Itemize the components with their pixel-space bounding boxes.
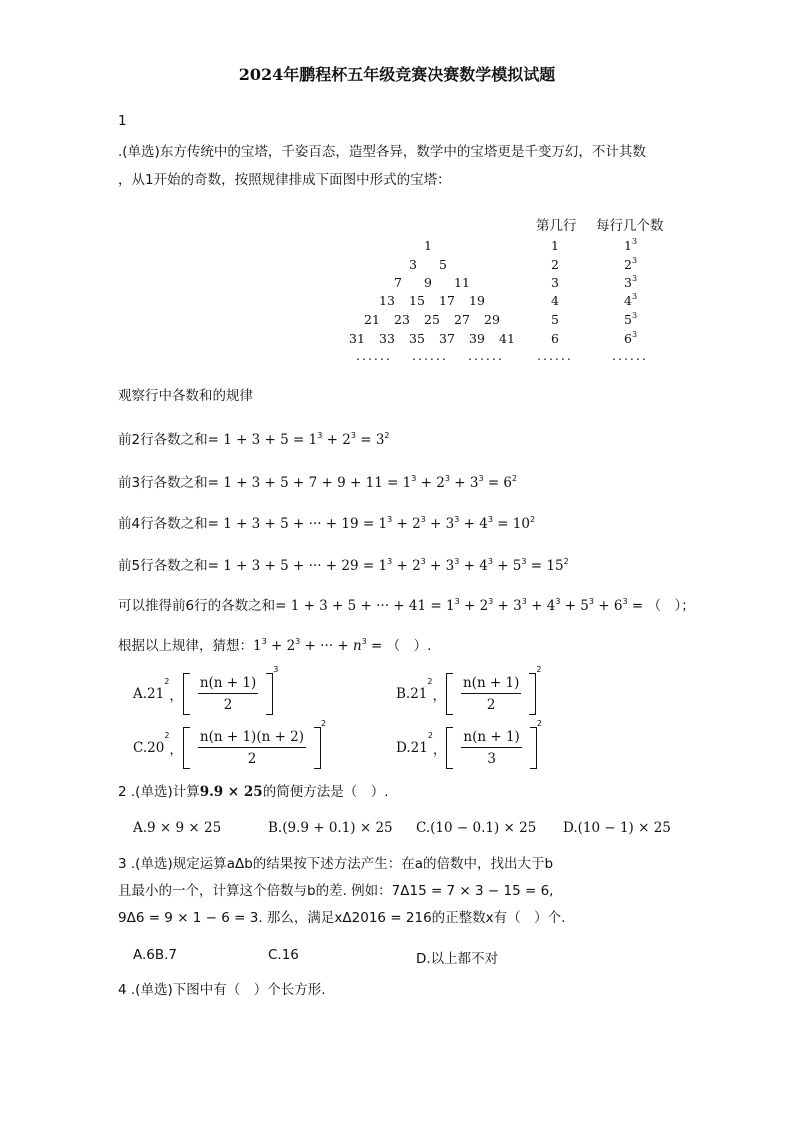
row-count-cube: $6^3$ <box>624 330 638 346</box>
pyramid-number: 35 <box>409 331 425 346</box>
pyramid-number: 5 <box>439 257 447 272</box>
pyramid-number: 17 <box>439 293 455 308</box>
pyramid-number: 29 <box>484 312 500 327</box>
q2-option-d[interactable]: D.(10 − 1) × 25 <box>563 820 671 836</box>
q3-option-c[interactable]: C.16 <box>268 947 299 963</box>
pyramid-number: 39 <box>469 331 485 346</box>
continuation-dots: ...... <box>412 348 448 363</box>
row-number: 3 <box>551 275 559 290</box>
sum-row-2: 前2行各数之和= $1 + 3 + 5 = 1^3 + 2^3 = 3^2$ <box>118 431 390 448</box>
guess-line: 根据以上规律，猜想：$1^3 + 2^3$ + ··· + $n^3$ = （ ）. <box>118 637 432 654</box>
q4-stem: 4 .(单选)下图中有（ ）个长方形. <box>118 982 326 998</box>
row-count-cube: $5^3$ <box>624 311 638 327</box>
pyramid-number: 33 <box>379 331 395 346</box>
q1-stem-line1: .(单选)东方传统中的宝塔，千姿百态，造型各异，数学中的宝塔更是千变万幻，不计其数 <box>118 144 646 160</box>
row-number: 4 <box>551 293 559 308</box>
pyramid-number: 27 <box>454 312 470 327</box>
option-b[interactable]: $B.21^2$， $\frac{n(n + 1)}{2}$ $^2$ <box>396 665 542 713</box>
q1-stem-line2: ，从1开始的奇数，按照规律排成下面图中形式的宝塔： <box>118 172 451 188</box>
pyramid-number: 31 <box>349 331 365 346</box>
sum-row-5: 前5行各数之和= 1 + 3 + 5 + ··· + $29 = 1^3 + 2^3 + 3^3 + 4^3 + 5^3 = 15^2$ <box>118 557 569 574</box>
row-number: 1 <box>551 238 559 253</box>
option-c[interactable]: $C.20^2$， $\frac{n(n + 1)(n + 2)}{2}$ $^2$ <box>133 719 327 767</box>
pyramid-number: 13 <box>379 293 395 308</box>
header-count: 每行几个数 <box>596 218 664 234</box>
sum-row-6: 可以推得前6行的各数之和= 1 + 3 + 5 + ··· + $41 = 1^3 + 2^3 + 3^3 + 4^3 + 5^3 + 6^3$ = （ ）； <box>118 597 695 614</box>
row-count-cube: $3^3$ <box>624 274 638 290</box>
odd-number-pyramid <box>0 0 794 400</box>
q1-number: 1 <box>118 113 127 129</box>
continuation-dots: ...... <box>612 348 648 363</box>
row-number: 5 <box>551 312 559 327</box>
row-number: 6 <box>551 331 559 346</box>
pyramid-number: 9 <box>424 275 432 290</box>
pyramid-number: 21 <box>364 312 380 327</box>
q2-option-b[interactable]: B.(9.9 + 0.1) × 25 <box>268 820 393 836</box>
continuation-dots: ...... <box>356 348 392 363</box>
sum-row-4: 前4行各数之和= 1 + 3 + 5 + ··· + $19 = 1^3 + 2^3 + 3^3 + 4^3 = 10^2$ <box>118 515 536 532</box>
page-title: 2024年鹏程杯五年级竞赛决赛数学模拟试题 <box>238 65 556 84</box>
pyramid-number: 25 <box>424 312 440 327</box>
q3-line1: 3 .(单选)规定运算aΔb的结果按下述方法产生：在a的倍数中，找出大于b <box>118 856 554 872</box>
row-number: 2 <box>551 257 559 272</box>
option-a[interactable]: $A.21^2$， $\frac{n(n + 1)}{2}$ $^3$ <box>133 665 279 713</box>
q3-line3: 9Δ6 = 9 × 1 − 6 = 3. 那么，满足xΔ2016 = 216的正整数x有（ ）个. <box>118 910 566 926</box>
q3-option-ab[interactable]: A.6B.7 <box>133 947 178 963</box>
q3-option-d[interactable]: D.以上都不对 <box>416 951 499 967</box>
q2-stem: 2 .(单选)计算9.9 × 25的简便方法是（ ）. <box>118 784 389 800</box>
pyramid-number: 15 <box>409 293 425 308</box>
q2-option-c[interactable]: C.(10 − 0.1) × 25 <box>416 820 537 836</box>
pyramid-number: 19 <box>469 293 485 308</box>
row-count-cube: $4^3$ <box>624 292 638 308</box>
observe-text: 观察行中各数和的规律 <box>118 388 253 404</box>
option-d[interactable]: $D.21^2$， $\frac{n(n + 1)}{3}$ $^2$ <box>396 719 542 767</box>
pyramid-number: 1 <box>424 238 432 253</box>
q2-option-a[interactable]: A.9 × 9 × 25 <box>133 820 222 836</box>
sum-row-3: 前3行各数之和= $1 + 3 + 5 + 7 + 9 + 11 = 1^3 + 2^3 + 3^3 = 6^2$ <box>118 474 518 491</box>
continuation-dots: ...... <box>537 348 573 363</box>
pyramid-number: 3 <box>409 257 417 272</box>
pyramid-number: 37 <box>439 331 455 346</box>
q3-line2: 且最小的一个，计算这个倍数与b的差. 例如：7Δ15 = 7 × 3 − 15 = 6, <box>118 883 554 899</box>
pyramid-number: 7 <box>394 275 402 290</box>
pyramid-number: 23 <box>394 312 410 327</box>
header-row: 第几行 <box>536 218 577 234</box>
pyramid-number: 41 <box>499 331 515 346</box>
row-count-cube: $1^3$ <box>624 237 638 253</box>
continuation-dots: ...... <box>468 348 504 363</box>
pyramid-number: 11 <box>454 275 470 290</box>
row-count-cube: $2^3$ <box>624 256 638 272</box>
